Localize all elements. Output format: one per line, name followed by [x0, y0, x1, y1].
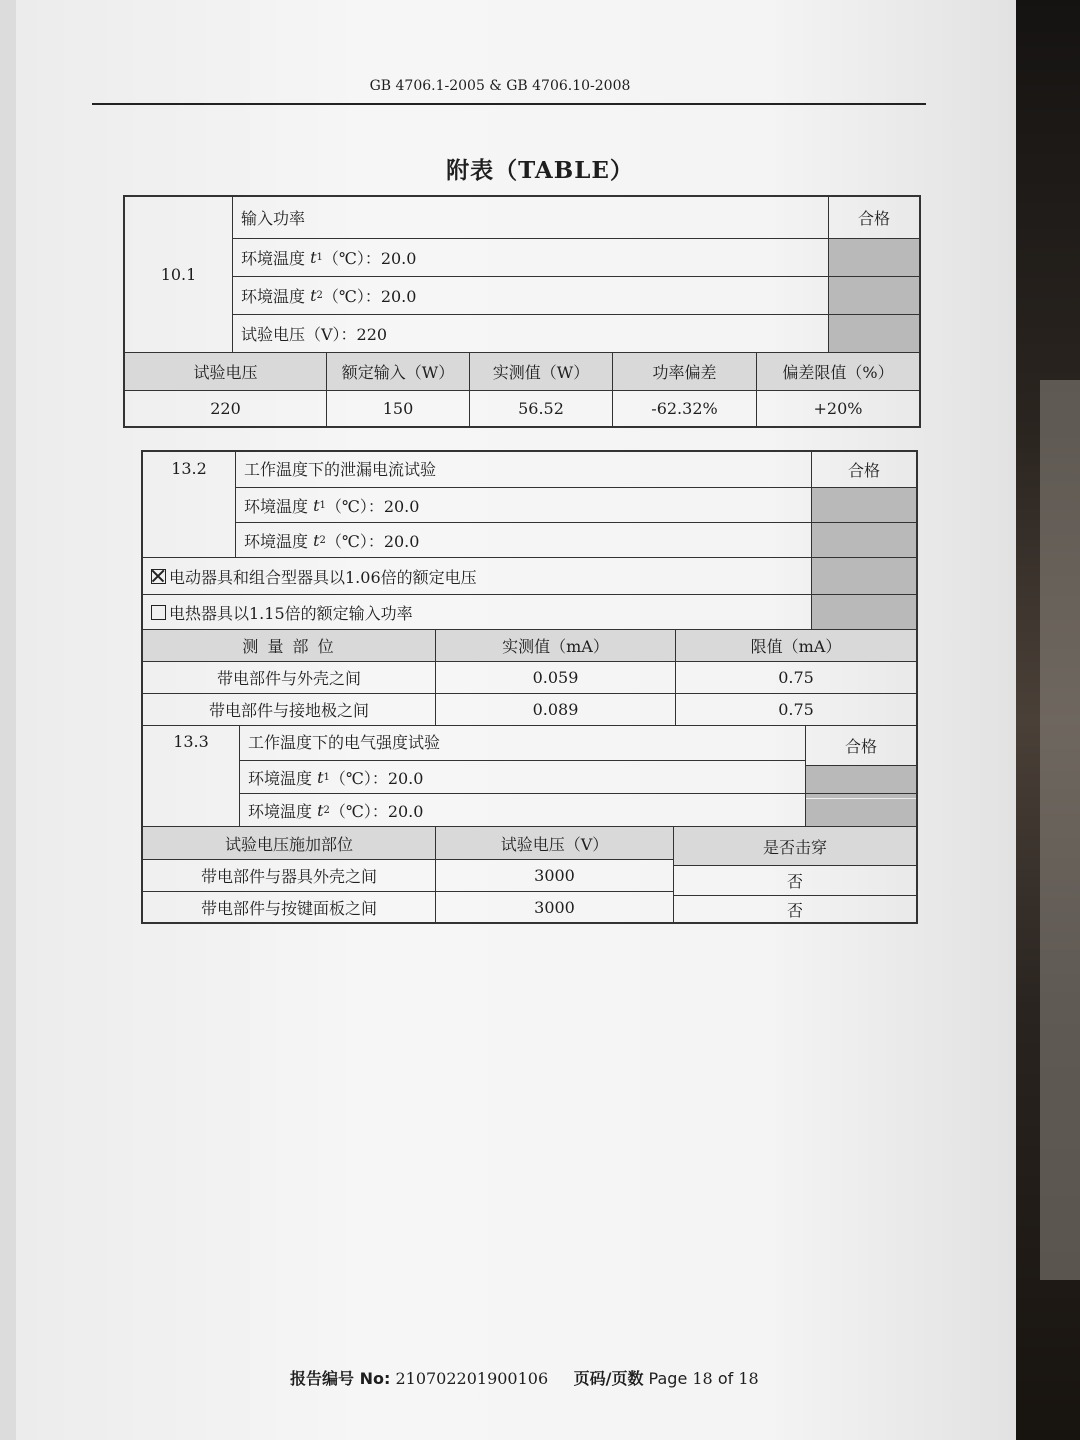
- col-header-test-voltage: 试验电压: [125, 353, 326, 390]
- table-cell: 0.75: [778, 700, 814, 719]
- report-number-label: 报告编号 No:: [290, 1369, 391, 1388]
- background-strip: [1040, 380, 1080, 1280]
- table-cell: 带电部件与接地极之间: [208, 701, 369, 720]
- page-number: 18: [692, 1369, 713, 1388]
- verdict-cell-shaded: [829, 315, 919, 352]
- checkbox-unchecked-icon: [151, 605, 166, 620]
- clause-number: 13.3: [173, 731, 209, 751]
- page-word: Page: [648, 1369, 688, 1388]
- col-header-applied-location: 试验电压施加部位: [143, 827, 435, 859]
- option-heating-appliance: 电热器具以1.15倍的额定输入功率: [147, 595, 811, 629]
- col-header-measured: 实测值（mA）: [436, 630, 675, 661]
- page-header-standard: GB 4706.1-2005 & GB 4706.10-2008: [369, 78, 631, 94]
- col-header-breakdown: 是否击穿: [674, 827, 916, 865]
- table-cell: 带电部件与器具外壳之间: [200, 867, 377, 886]
- section-heading: 工作温度下的泄漏电流试验: [244, 459, 437, 479]
- table-cell: 0.75: [778, 668, 814, 687]
- col-header-limit: 限值（mA）: [676, 630, 916, 661]
- ambient-temp-t2: 环境温度 t 2 （℃）：20.0: [248, 800, 424, 821]
- page-count-label: 页码/页数: [573, 1369, 644, 1388]
- col-header-test-voltage: 试验电压（V）: [436, 827, 673, 859]
- ambient-temp-t2: 环境温度 t 2 （℃）：20.0: [244, 530, 420, 551]
- table-10-1: [123, 195, 921, 428]
- table-cell: -62.32%: [651, 399, 718, 418]
- col-header-deviation: 功率偏差: [613, 353, 756, 390]
- ambient-temp-t1: 环境温度 t 1 （℃）：20.0: [244, 495, 420, 516]
- table-cell: 带电部件与按键面板之间: [200, 898, 377, 918]
- col-header-location: 测 量 部 位: [143, 630, 435, 661]
- verdict-badge: 合格: [844, 737, 877, 756]
- verdict-cell-shaded: [812, 558, 916, 594]
- table-cell: 150: [382, 399, 414, 418]
- clause-number: 10.1: [160, 265, 197, 284]
- page-total: 18: [738, 1369, 759, 1388]
- table-cell: 220: [210, 399, 241, 418]
- verdict-cell-shaded: [829, 239, 919, 276]
- clause-number: 13.2: [171, 458, 207, 478]
- test-voltage-line: 试验电压（V）：220: [241, 325, 388, 344]
- section-heading: 输入功率: [241, 209, 306, 228]
- verdict-cell-shaded: [812, 488, 916, 522]
- table-13-2-13-3: [141, 450, 918, 924]
- col-header-measured: 实测值（W）: [470, 353, 612, 390]
- col-header-deviation-limit: 偏差限值（%）: [757, 353, 919, 390]
- table-cell: 否: [786, 871, 803, 891]
- col-header-rated-input: 额定输入（W）: [327, 353, 469, 390]
- verdict-cell-shaded: [812, 523, 916, 557]
- verdict-cell-shaded: [806, 799, 916, 826]
- table-cell: 0.059: [532, 668, 579, 687]
- table-cell: 带电部件与外壳之间: [216, 669, 361, 688]
- verdict-cell-shaded: [812, 595, 916, 629]
- checkbox-checked-icon: [151, 569, 166, 584]
- report-number: 210702201900106: [395, 1369, 549, 1388]
- page-title: 附表（TABLE）: [446, 157, 634, 184]
- section-heading: 工作温度下的电气强度试验: [248, 732, 441, 752]
- ambient-temp-t1: 环境温度 t 1 （℃）：20.0: [248, 767, 424, 788]
- table-cell: 56.52: [518, 399, 564, 418]
- header-rule: [92, 103, 926, 105]
- table-cell: 3000: [534, 866, 575, 885]
- ambient-temp-t2: 环境温度 t 2 （℃）：20.0: [241, 286, 417, 306]
- table-cell: +20%: [813, 399, 863, 418]
- option-motor-appliance: 电动器具和组合型器具以1.06倍的额定电压: [147, 558, 811, 594]
- table-cell: 否: [786, 900, 803, 920]
- page-of: of: [717, 1369, 734, 1388]
- table-cell: 0.089: [532, 700, 579, 719]
- ambient-temp-t1: 环境温度 t 1 （℃）：20.0: [241, 248, 417, 268]
- page-footer: [290, 1366, 759, 1389]
- verdict-cell-shaded: [829, 277, 919, 314]
- verdict-badge: 合格: [847, 461, 880, 480]
- table-cell: 3000: [534, 897, 575, 917]
- verdict-badge: 合格: [857, 209, 890, 228]
